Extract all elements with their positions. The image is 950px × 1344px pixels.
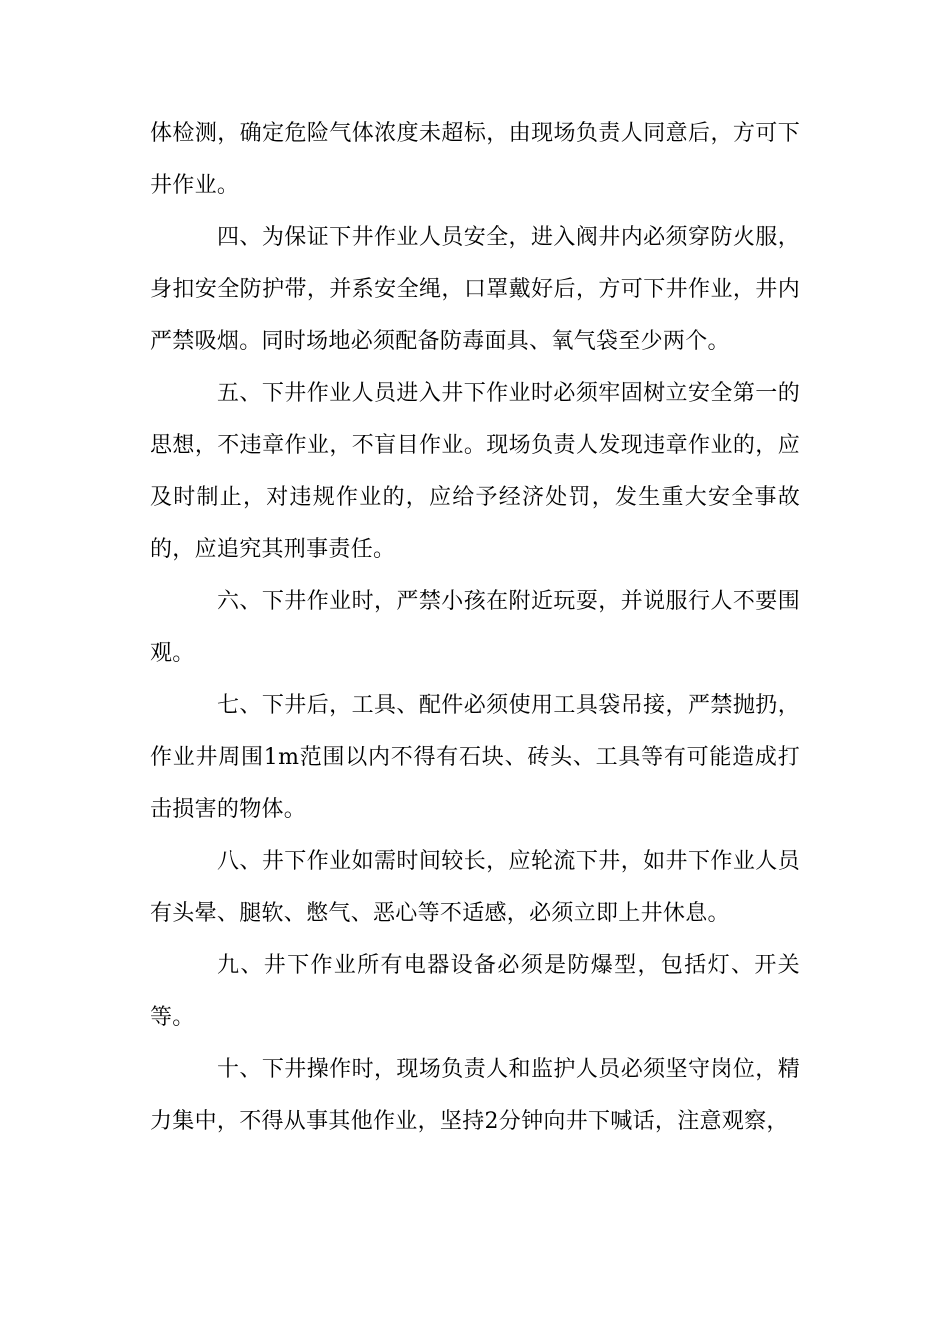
paragraph-item-4: 四、为保证下井作业人员安全，进入阀井内必须穿防火服，身扣安全防护带，并系安全绳，口罩戴好后，方可下井作业，井内严禁吸烟。同时场地必须配备防毒面具、氧气袋至少两个。 [150, 225, 800, 354]
paragraph-item-8: 八、井下作业如需时间较长，应轮流下井，如井下作业人员有头晕、腿软、憋气、恶心等不适感，必须立即上井休息。 [150, 849, 800, 926]
paragraph-item-5: 五、下井作业人员进入井下作业时必须牢固树立安全第一的思想，不违章作业，不盲目作业。现场负责人发现违章作业的，应及时制止，对违规作业的，应给予经济处罚，发生重大安全事故的，应追究其刑事责任。 [150, 381, 800, 562]
paragraph-item-7: 七、下井后，工具、配件必须使用工具袋吊接，严禁抛扔，作业井周围1m范围以内不得有石块、砖头、工具等有可能造成打击损害的物体。 [150, 693, 800, 822]
paragraph-item-9: 九、井下作业所有电器设备必须是防爆型，包括灯、开关等。 [150, 953, 800, 1030]
document-page [150, 108, 800, 1148]
paragraph-continued: 体检测，确定危险气体浓度未超标，由现场负责人同意后，方可下井作业。 [150, 121, 800, 198]
paragraph-item-6: 六、下井作业时，严禁小孩在附近玩耍，并说服行人不要围观。 [150, 589, 800, 666]
paragraph-item-10: 十、下井操作时，现场负责人和监护人员必须坚守岗位，精力集中，不得从事其他作业，坚持2分钟向井下喊话，注意观察， [150, 1057, 800, 1134]
